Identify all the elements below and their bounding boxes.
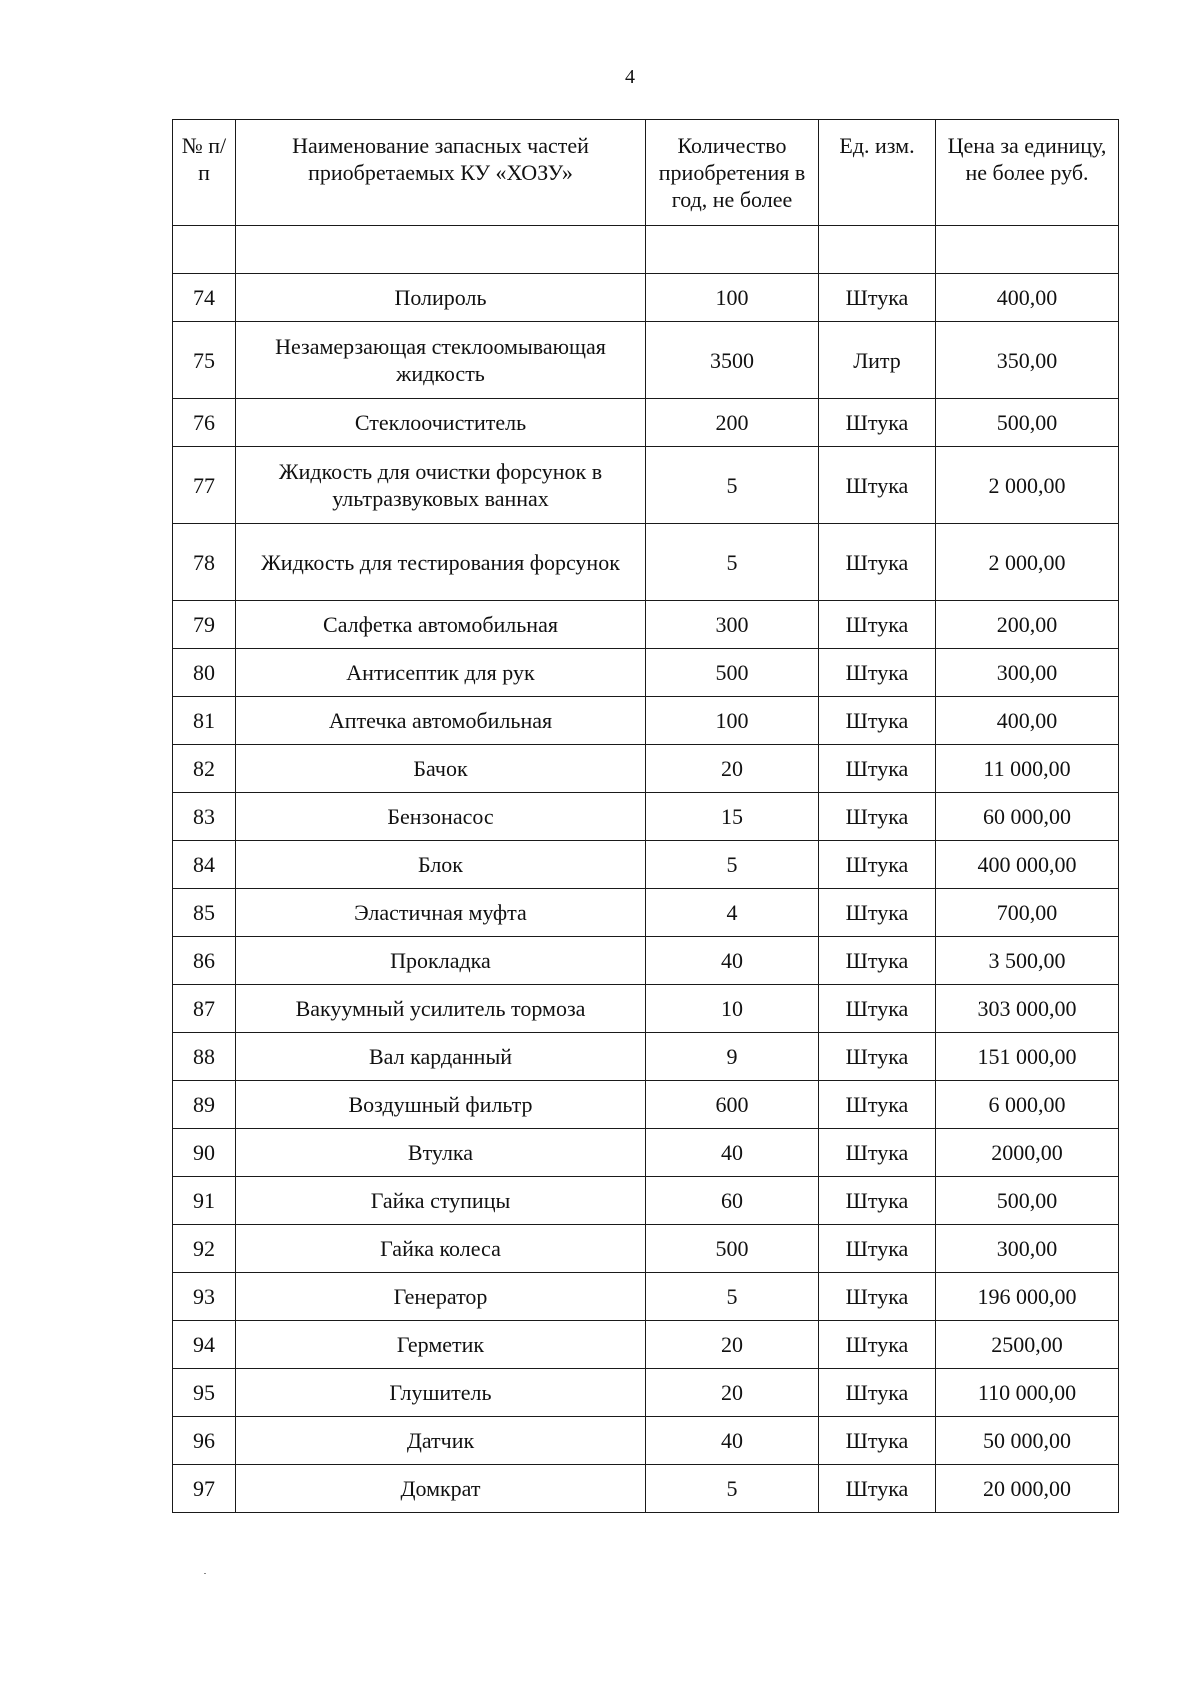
cell-name: Незамерзающая стеклоомывающая жидкость bbox=[236, 322, 646, 399]
cell-unit: Штука bbox=[819, 793, 936, 841]
cell-qty: 500 bbox=[646, 649, 819, 697]
table-row bbox=[173, 1081, 1119, 1129]
cell-qty: 15 bbox=[646, 793, 819, 841]
cell-price: 400,00 bbox=[936, 274, 1119, 322]
cell-price: 2 000,00 bbox=[936, 524, 1119, 601]
cell-price: 400 000,00 bbox=[936, 841, 1119, 889]
cell-unit: Штука bbox=[819, 1177, 936, 1225]
header-unit: Ед. изм. bbox=[819, 120, 936, 226]
cell-unit: Штука bbox=[819, 937, 936, 985]
cell-num: 83 bbox=[173, 793, 236, 841]
cell-name: Бензонасос bbox=[236, 793, 646, 841]
cell-qty: 200 bbox=[646, 399, 819, 447]
cell-qty: 4 bbox=[646, 889, 819, 937]
cell-qty: 5 bbox=[646, 524, 819, 601]
cell-qty: 3500 bbox=[646, 322, 819, 399]
cell-unit: Штука bbox=[819, 985, 936, 1033]
table-row bbox=[173, 793, 1119, 841]
cell-name: Бачок bbox=[236, 745, 646, 793]
cell-num: 80 bbox=[173, 649, 236, 697]
table-row bbox=[173, 1465, 1119, 1513]
cell-name: Гайка ступицы bbox=[236, 1177, 646, 1225]
cell-num: 90 bbox=[173, 1129, 236, 1177]
cell-unit: Штука bbox=[819, 447, 936, 524]
cell-qty: 500 bbox=[646, 1225, 819, 1273]
cell-unit: Штука bbox=[819, 399, 936, 447]
table-row bbox=[173, 697, 1119, 745]
cell-qty: 5 bbox=[646, 1273, 819, 1321]
table-header bbox=[173, 120, 1119, 226]
cell-name: Глушитель bbox=[236, 1369, 646, 1417]
cell-qty: 20 bbox=[646, 1369, 819, 1417]
table-row bbox=[173, 399, 1119, 447]
cell-num: 96 bbox=[173, 1417, 236, 1465]
cell-name: Аптечка автомобильная bbox=[236, 697, 646, 745]
cell-num: 95 bbox=[173, 1369, 236, 1417]
cell-num: 74 bbox=[173, 274, 236, 322]
cell-num: 82 bbox=[173, 745, 236, 793]
cell-name: Генератор bbox=[236, 1273, 646, 1321]
table-row bbox=[173, 1273, 1119, 1321]
cell-num: 85 bbox=[173, 889, 236, 937]
scan-speck bbox=[204, 1573, 206, 1574]
cell-num: 91 bbox=[173, 1177, 236, 1225]
cell-unit: Штука bbox=[819, 1033, 936, 1081]
spare-parts-table bbox=[172, 119, 1119, 1513]
table-row bbox=[173, 985, 1119, 1033]
cell-price: 400,00 bbox=[936, 697, 1119, 745]
cell-qty: 5 bbox=[646, 447, 819, 524]
cell-unit: Штука bbox=[819, 1369, 936, 1417]
cell-price: 11 000,00 bbox=[936, 745, 1119, 793]
cell-qty: 40 bbox=[646, 937, 819, 985]
cell-price: 60 000,00 bbox=[936, 793, 1119, 841]
cell-price: 2000,00 bbox=[936, 1129, 1119, 1177]
table-row bbox=[173, 937, 1119, 985]
cell-name: Герметик bbox=[236, 1321, 646, 1369]
cell-num: 75 bbox=[173, 322, 236, 399]
cell-name: Датчик bbox=[236, 1417, 646, 1465]
empty-cell bbox=[236, 226, 646, 274]
cell-price: 500,00 bbox=[936, 1177, 1119, 1225]
table-body bbox=[173, 226, 1119, 1513]
cell-num: 87 bbox=[173, 985, 236, 1033]
cell-qty: 300 bbox=[646, 601, 819, 649]
cell-price: 2 000,00 bbox=[936, 447, 1119, 524]
cell-qty: 10 bbox=[646, 985, 819, 1033]
cell-num: 76 bbox=[173, 399, 236, 447]
cell-price: 300,00 bbox=[936, 649, 1119, 697]
cell-qty: 20 bbox=[646, 745, 819, 793]
cell-qty: 600 bbox=[646, 1081, 819, 1129]
cell-unit: Штука bbox=[819, 1321, 936, 1369]
table-row bbox=[173, 1321, 1119, 1369]
cell-name: Блок bbox=[236, 841, 646, 889]
cell-num: 89 bbox=[173, 1081, 236, 1129]
cell-unit: Штука bbox=[819, 649, 936, 697]
cell-unit: Штука bbox=[819, 745, 936, 793]
cell-price: 3 500,00 bbox=[936, 937, 1119, 985]
cell-name: Жидкость для тестирования форсунок bbox=[236, 524, 646, 601]
table-row bbox=[173, 1417, 1119, 1465]
cell-num: 78 bbox=[173, 524, 236, 601]
table-row bbox=[173, 1369, 1119, 1417]
cell-qty: 5 bbox=[646, 841, 819, 889]
cell-name: Воздушный фильтр bbox=[236, 1081, 646, 1129]
header-name: Наименование запасных частей приобретаемых КУ «ХОЗУ» bbox=[236, 120, 646, 226]
cell-qty: 20 bbox=[646, 1321, 819, 1369]
table-row bbox=[173, 1177, 1119, 1225]
cell-num: 88 bbox=[173, 1033, 236, 1081]
cell-num: 97 bbox=[173, 1465, 236, 1513]
cell-price: 6 000,00 bbox=[936, 1081, 1119, 1129]
header-row bbox=[173, 120, 1119, 226]
cell-price: 303 000,00 bbox=[936, 985, 1119, 1033]
cell-name: Прокладка bbox=[236, 937, 646, 985]
empty-cell bbox=[819, 226, 936, 274]
cell-price: 300,00 bbox=[936, 1225, 1119, 1273]
table-row bbox=[173, 524, 1119, 601]
cell-price: 151 000,00 bbox=[936, 1033, 1119, 1081]
cell-num: 93 bbox=[173, 1273, 236, 1321]
cell-qty: 40 bbox=[646, 1129, 819, 1177]
cell-qty: 40 bbox=[646, 1417, 819, 1465]
cell-unit: Штука bbox=[819, 274, 936, 322]
table-row bbox=[173, 1225, 1119, 1273]
table-row bbox=[173, 649, 1119, 697]
cell-unit: Штука bbox=[819, 524, 936, 601]
header-qty: Количество приобретения в год, не более bbox=[646, 120, 819, 226]
cell-qty: 9 bbox=[646, 1033, 819, 1081]
cell-name: Стеклоочиститель bbox=[236, 399, 646, 447]
cell-name: Салфетка автомобильная bbox=[236, 601, 646, 649]
empty-cell bbox=[646, 226, 819, 274]
cell-unit: Штука bbox=[819, 889, 936, 937]
cell-qty: 5 bbox=[646, 1465, 819, 1513]
table-row bbox=[173, 274, 1119, 322]
cell-qty: 100 bbox=[646, 274, 819, 322]
cell-unit: Штука bbox=[819, 601, 936, 649]
cell-unit: Штука bbox=[819, 697, 936, 745]
empty-row bbox=[173, 226, 1119, 274]
cell-price: 50 000,00 bbox=[936, 1417, 1119, 1465]
cell-price: 20 000,00 bbox=[936, 1465, 1119, 1513]
header-num: № п/п bbox=[173, 120, 236, 226]
cell-price: 700,00 bbox=[936, 889, 1119, 937]
table-row bbox=[173, 601, 1119, 649]
cell-num: 77 bbox=[173, 447, 236, 524]
table-row bbox=[173, 322, 1119, 399]
table-row bbox=[173, 1129, 1119, 1177]
cell-num: 84 bbox=[173, 841, 236, 889]
cell-price: 196 000,00 bbox=[936, 1273, 1119, 1321]
table-row bbox=[173, 889, 1119, 937]
cell-unit: Литр bbox=[819, 322, 936, 399]
cell-unit: Штука bbox=[819, 1417, 936, 1465]
cell-name: Эластичная муфта bbox=[236, 889, 646, 937]
cell-price: 2500,00 bbox=[936, 1321, 1119, 1369]
cell-num: 94 bbox=[173, 1321, 236, 1369]
cell-unit: Штука bbox=[819, 1129, 936, 1177]
header-price: Цена за единицу, не более руб. bbox=[936, 120, 1119, 226]
cell-qty: 100 bbox=[646, 697, 819, 745]
empty-cell bbox=[173, 226, 236, 274]
cell-name: Гайка колеса bbox=[236, 1225, 646, 1273]
cell-num: 86 bbox=[173, 937, 236, 985]
cell-qty: 60 bbox=[646, 1177, 819, 1225]
cell-unit: Штука bbox=[819, 1273, 936, 1321]
table-row bbox=[173, 745, 1119, 793]
empty-cell bbox=[936, 226, 1119, 274]
cell-unit: Штука bbox=[819, 841, 936, 889]
table-row bbox=[173, 1033, 1119, 1081]
table-row bbox=[173, 447, 1119, 524]
cell-name: Вакуумный усилитель тормоза bbox=[236, 985, 646, 1033]
cell-name: Домкрат bbox=[236, 1465, 646, 1513]
cell-num: 92 bbox=[173, 1225, 236, 1273]
cell-price: 500,00 bbox=[936, 399, 1119, 447]
cell-unit: Штука bbox=[819, 1081, 936, 1129]
cell-num: 81 bbox=[173, 697, 236, 745]
page-number: 4 bbox=[625, 66, 635, 88]
table-row bbox=[173, 841, 1119, 889]
cell-price: 350,00 bbox=[936, 322, 1119, 399]
cell-price: 200,00 bbox=[936, 601, 1119, 649]
cell-num: 79 bbox=[173, 601, 236, 649]
cell-name: Антисептик для рук bbox=[236, 649, 646, 697]
cell-name: Втулка bbox=[236, 1129, 646, 1177]
cell-unit: Штука bbox=[819, 1465, 936, 1513]
cell-unit: Штука bbox=[819, 1225, 936, 1273]
cell-name: Вал карданный bbox=[236, 1033, 646, 1081]
cell-name: Полироль bbox=[236, 274, 646, 322]
cell-price: 110 000,00 bbox=[936, 1369, 1119, 1417]
cell-name: Жидкость для очистки форсунок в ультразвуковых ваннах bbox=[236, 447, 646, 524]
